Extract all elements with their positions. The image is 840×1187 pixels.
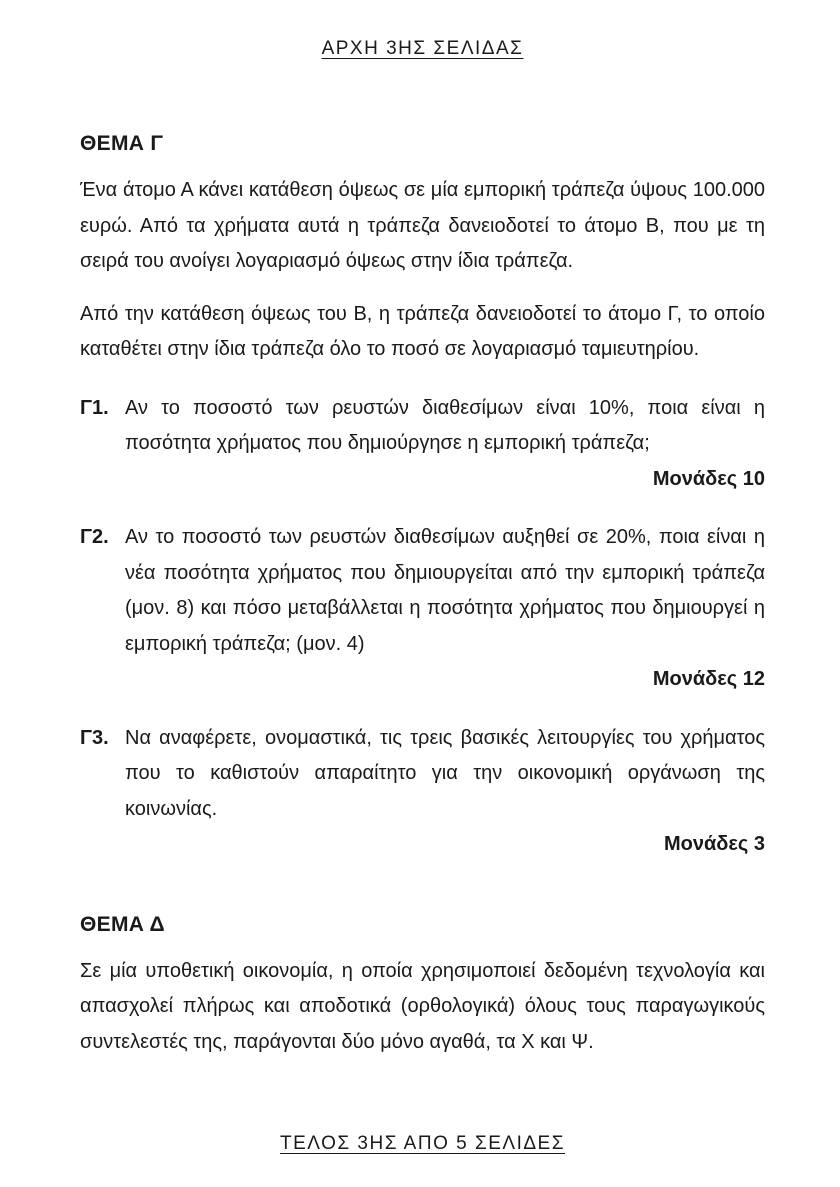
question-c2-text: Αν το ποσοστό των ρευστών διαθεσίμων αυξηθεί σε 20%, ποια είναι η νέα ποσότητα χρήματος που δημιουργείται από την εμπορική τράπεζα (μον. 8) και πόσο μεταβάλλεται η ποσότητα χρήματος που δημιουργεί η εμπορική τράπεζα; (μον. 4) — [125, 526, 765, 655]
question-c2-label: Γ2. — [80, 526, 109, 548]
question-c1-body — [125, 391, 765, 498]
theme-c-paragraph-2: Από την κατάθεση όψεως του Β, η τράπεζα δανειοδοτεί το άτομο Γ, το οποίο καταθέτει στην ίδια τράπεζα όλο το ποσό σε λογαριασμό ταμιευτηρίου. — [80, 302, 765, 360]
question-c1 — [80, 391, 765, 498]
theme-d-paragraph-1: Σε μία υποθετική οικονομία, η οποία χρησιμοποιεί δεδομένη τεχνολογία και απασχολεί πλήρως και αποδοτικά (ορθολογικά) όλους τους παραγωγικούς συντελεστές της, παράγονται δύο μόνο αγαθά, τα Χ και Ψ. — [80, 959, 765, 1053]
theme-c-questions — [80, 391, 765, 863]
page-footer — [80, 1133, 765, 1155]
page-header — [80, 38, 765, 60]
question-c3-label: Γ3. — [80, 726, 109, 749]
question-c3-body — [125, 721, 765, 863]
question-c3-text: Να αναφέρετε, ονομαστικά, τις τρεις βασικές λειτουργίες του χρήματος που το καθιστούν απαραίτητο για την οικονομική οργάνωση της κοινωνίας. — [125, 726, 765, 820]
question-c2 — [80, 520, 765, 698]
question-c1-points: Μονάδες 10 — [652, 467, 765, 490]
question-c2-body — [125, 520, 765, 698]
theme-d-title: ΘΕΜΑ Δ — [80, 912, 165, 936]
theme-c-title: ΘΕΜΑ Γ — [80, 132, 164, 155]
question-c1-text: Αν το ποσοστό των ρευστών διαθεσίμων είναι 10%, ποια είναι η ποσότητα χρήματος που δημιούργησε η εμπορική τράπεζα; — [125, 396, 765, 454]
page-header-text: ΑΡΧΗ 3ΗΣ ΣΕΛΙΔΑΣ — [321, 38, 524, 59]
question-c3 — [80, 721, 765, 863]
question-c3-points: Μονάδες 3 — [664, 833, 765, 855]
theme-c-paragraph-1: Ένα άτομο Α κάνει κατάθεση όψεως σε μία εμπορική τράπεζα ύψους 100.000 ευρώ. Από τα χρήματα αυτά η τράπεζα δανειοδοτεί το άτομο Β, που με τη σειρά του ανοίγει λογαριασμό όψεως στην ίδια τράπεζα. — [80, 179, 765, 272]
question-c2-points: Μονάδες 12 — [652, 668, 765, 690]
page-footer-text: ΤΕΛΟΣ 3ΗΣ ΑΠΟ 5 ΣΕΛΙΔΕΣ — [280, 1133, 565, 1154]
question-c1-label: Γ1. — [80, 396, 109, 419]
